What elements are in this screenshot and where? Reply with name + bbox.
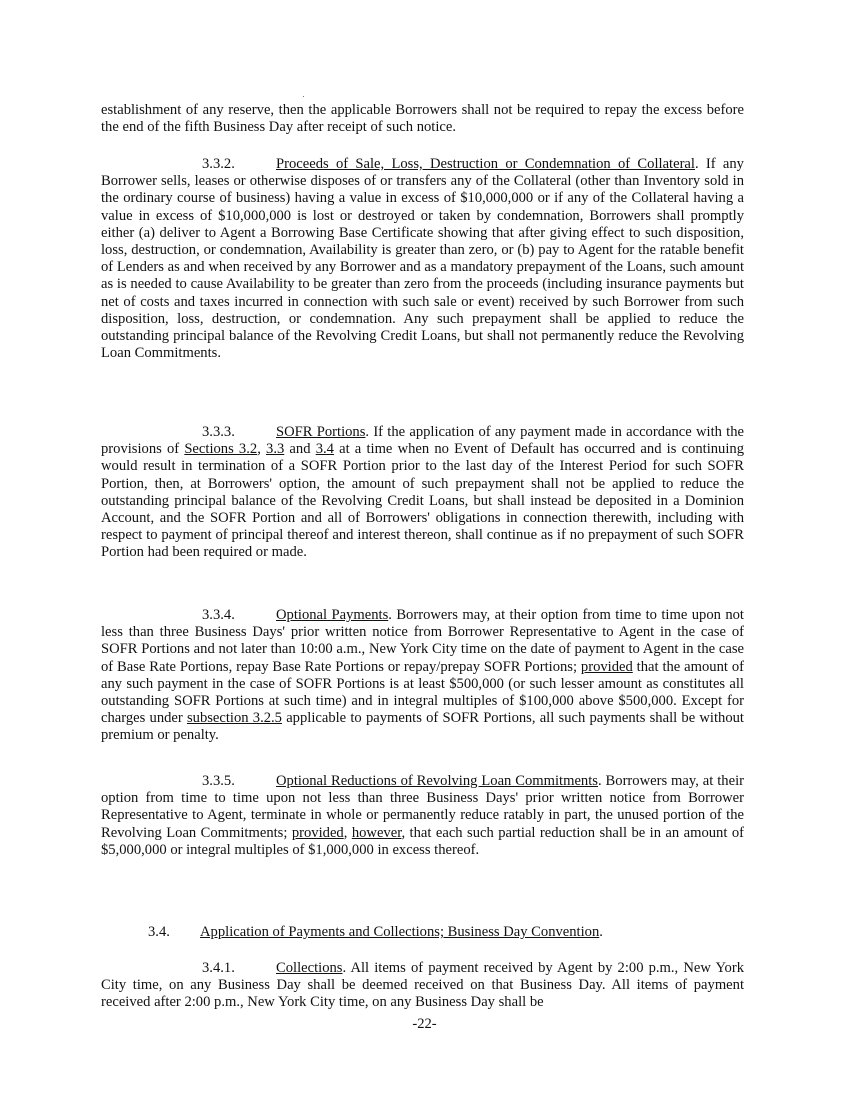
section-heading: SOFR Portions bbox=[276, 424, 366, 440]
cross-reference: 3.3 bbox=[266, 441, 285, 458]
provided-term: provided bbox=[580, 658, 633, 675]
scan-speck bbox=[303, 96, 304, 97]
section-heading: Optional Reductions of Revolving Loan Commitments bbox=[276, 773, 598, 789]
section-3-3-3: 3.3.3. SOFR Portions. If the application of any payment made in accordance with the provisions of Sections 3.2, 3.3 and 3.4 at a time when no Event of Default has occurred and is continuing would result in termination of a SOFR Portion prior to the last day of the Interest Period for such SOFR Portion, then, at Borrowers' option, the amount of such prepayment shall not be applied to reduce the outstanding principal balance of the Revolving Credit Loans, but shall instead be deposited in a Dominion Account, and the SOFR Portion and all of Borrowers' obligations in connection therewith, including with respect to payment of principal thereof and interest thereon, shall continue as if no prepayment of such SOFR Portion had been required or made. bbox=[101, 424, 745, 561]
body-text: establishment of any reserve, then the applicable Borrowers shall not be required to repay the excess before the end of the fifth Business Day after receipt of such notice. bbox=[101, 102, 744, 136]
section-heading: Application of Payments and Collections; Business Day Convention bbox=[200, 924, 600, 940]
however-term: however bbox=[351, 824, 402, 841]
section-3-3-2 bbox=[101, 156, 744, 362]
section-3-4-1: 3.4.1. Collections. All items of payment received by Agent by 2:00 p.m., New York City time, on any Business Day shall be deemed received on that Business Day. All items of payment received after 2:00 p.m., New York City time, on any Business Day shall be bbox=[101, 960, 744, 1011]
section-number: 3.3.2. bbox=[202, 156, 235, 172]
section-heading: Proceeds of Sale, Loss, Destruction or Condemnation of Collateral bbox=[276, 156, 695, 172]
section-number: 3.3.5. bbox=[202, 773, 235, 789]
section-number: 3.4.1. bbox=[202, 960, 235, 976]
paragraph-continuation bbox=[101, 102, 744, 136]
section-heading: Optional Payments bbox=[276, 607, 389, 623]
cross-reference: subsection 3.2.5 bbox=[186, 710, 282, 727]
page-number: -22- bbox=[412, 1016, 437, 1032]
section-heading: Collections bbox=[276, 960, 343, 976]
section-number: 3.4. bbox=[148, 924, 170, 940]
cross-reference: Sections 3.2 bbox=[184, 441, 258, 458]
cross-reference: 3.4 bbox=[315, 441, 334, 458]
section-3-3-4: 3.3.4. Optional Payments. Borrowers may, at their option from time to time upon not less than three Business Days' prior written notice from Borrower Representative to Agent in the case of SOFR Portions and not later than 10:00 a.m., New York City time on the date of payment to Agent in the case of Base Rate Portions, repay Base Rate Portions or repay/prepay SOFR Portions; provided that the amount of any such payment in the case of SOFR Portions is at least $500,000 (or such lesser amount as constitutes all outstanding SOFR Portions at such time) and in integral multiples of $100,000 above $500,000. Except for charges under subsection 3.2.5 applicable to payments of SOFR Portions, all such payments shall be without premium or penalty. bbox=[101, 607, 744, 744]
section-number: 3.3.4. bbox=[202, 607, 235, 623]
section-3-3-5: 3.3.5. Optional Reductions of Revolving Loan Commitments. Borrowers may, at their option from time to time upon not less than three Business Days' prior written notice from Borrower Representative to Agent, terminate in whole or permanently reduce ratably in part, the unused portion of the Revolving Loan Commitments; provided, however, that each such partial reduction shall be in an amount of $5,000,000 or integral multiples of $1,000,000 in excess thereof. bbox=[101, 773, 744, 858]
section-3-4: 3.4. Application of Payments and Collections; Business Day Convention. bbox=[148, 924, 603, 940]
section-body: . If any Borrower sells, leases or otherwise disposes of or transfers any of the Collateral (other than Inventory sold in the ordinary course of business) having a value in excess of $10,000,000 or if any of the Collateral having a value in excess of $10,000,000 is lost or destroyed or taken by condemnation, Borrowers shall promptly either (a) deliver to Agent a Borrowing Base Certificate showing that after giving effect to such disposition, loss, destruction, or condemnation, Availability is greater than zero, or (b) pay to Agent for the ratable benefit of Lenders as and when received by any Borrower and as a mandatory prepayment of the Loans, such amount as is needed to cause Availability to be greater than zero from the proceeds (including insurance payments but net of costs and taxes incurred in connection with such sale or event) received by such Borrower from such disposition, loss, destruction, or condemnation. Any such prepayment shall be applied to reduce the outstanding principal balance of the Revolving Credit Loans, but shall not permanently reduce the Revolving Loan Commitments. bbox=[101, 156, 744, 362]
section-number: 3.3.3. bbox=[202, 424, 235, 440]
provided-term: provided bbox=[291, 824, 344, 841]
